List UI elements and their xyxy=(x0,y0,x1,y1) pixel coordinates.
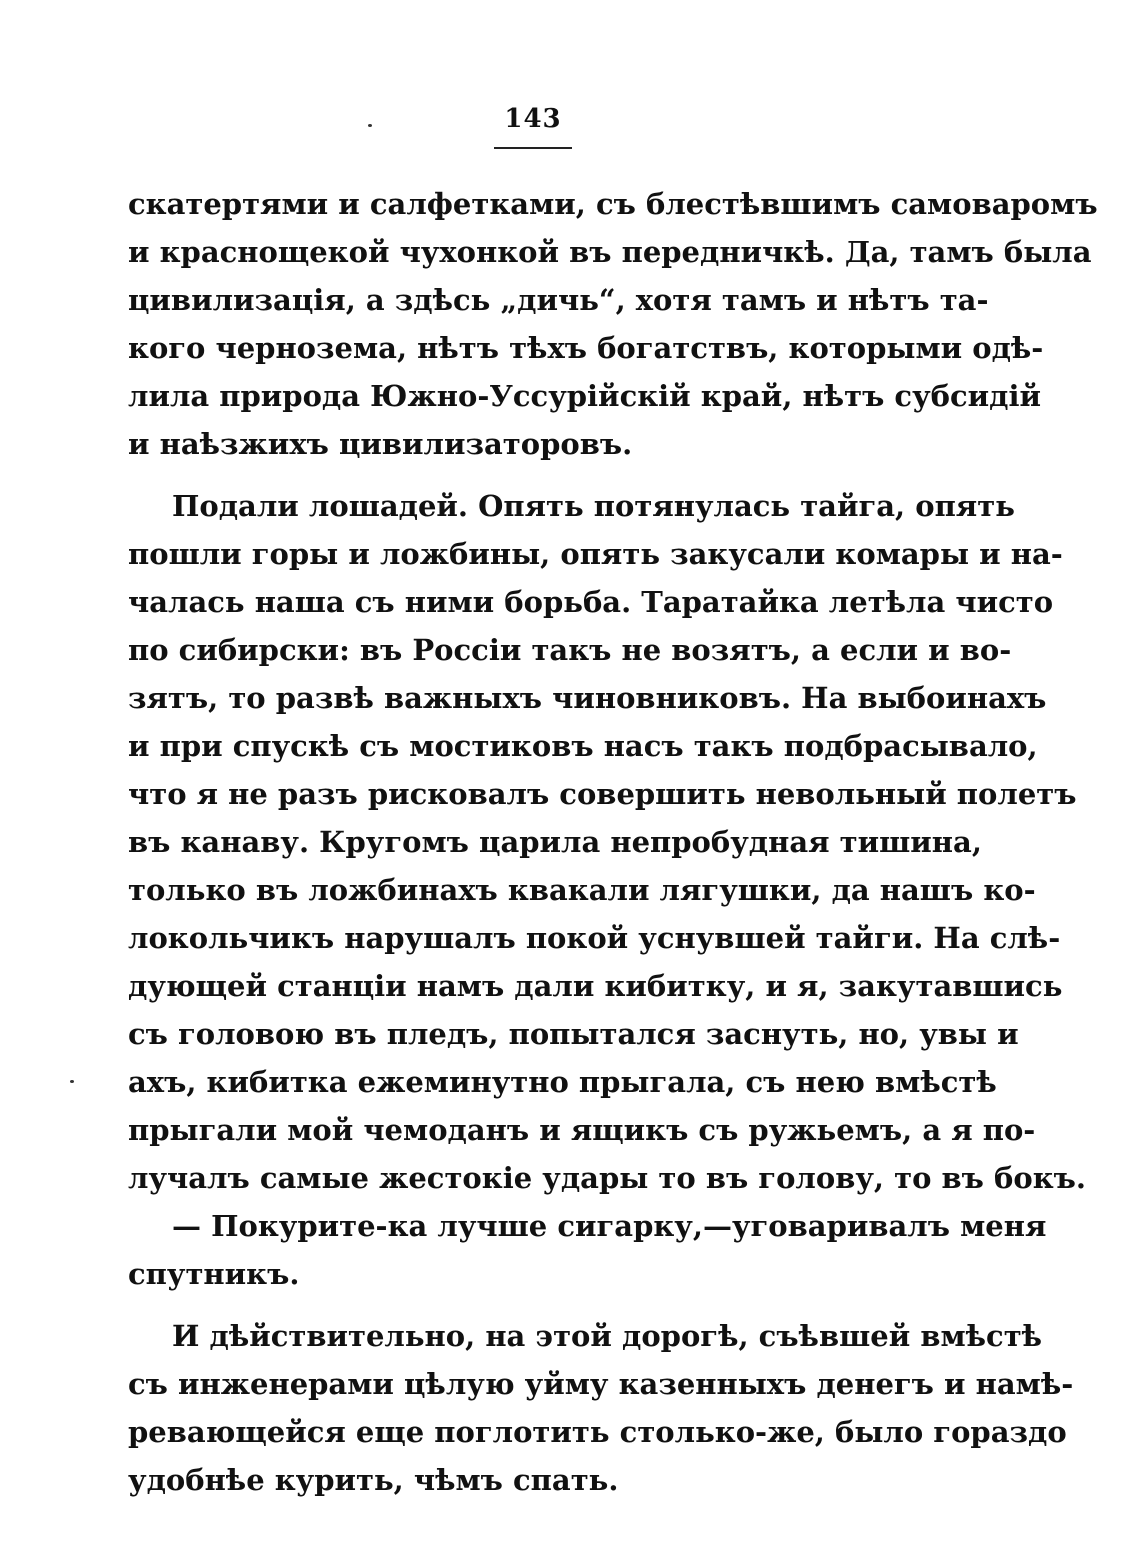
text-line: прыгали мой чемоданъ и ящикъ съ ружьемъ, а я по- xyxy=(128,1113,1036,1147)
scan-speck xyxy=(368,124,372,127)
text-line: пошли горы и ложбины, опять закусали комары и на- xyxy=(128,537,1063,571)
paragraph xyxy=(128,1202,1047,1298)
text-line: лила природа Южно-Уссурійскій край, нѣтъ субсидій xyxy=(128,379,1042,413)
text-line: лучалъ самые жестокіе удары то въ голову, то въ бокъ. xyxy=(128,1161,1086,1195)
text-line: дующей станціи намъ дали кибитку, и я, закутавшись xyxy=(128,969,1063,1003)
text-line: только въ ложбинахъ квакали лягушки, да нашъ ко- xyxy=(128,873,1036,907)
text-line: зятъ, то развѣ важныхъ чиновниковъ. На выбоинахъ xyxy=(128,681,1047,715)
text-line: чалась наша съ ними борьба. Таратайка летѣла чисто xyxy=(128,585,1054,619)
paragraph xyxy=(128,180,1098,468)
text-line: локольчикъ нарушалъ покой уснувшей тайги. На слѣ- xyxy=(128,921,1061,955)
text-line: И дѣйствительно, на этой дорогѣ, съѣвшей вмѣстѣ xyxy=(172,1319,1043,1353)
text-line: по сибирски: въ Россіи такъ не возятъ, а если и во- xyxy=(128,633,1012,667)
text-line: спутникъ. xyxy=(128,1257,300,1291)
text-line: въ канаву. Кругомъ царила непробудная тишина, xyxy=(128,825,982,859)
paragraph-gap xyxy=(128,1298,936,1312)
text-line: и при спускѣ съ мостиковъ насъ такъ подбрасывало, xyxy=(128,729,1038,763)
text-line: съ инженерами цѣлую уйму казенныхъ денегъ и намѣ- xyxy=(128,1367,1074,1401)
text-line: что я не разъ рисковалъ совершить невольный полетъ xyxy=(128,777,1077,811)
text-line: скатертями и салфетками, съ блестѣвшимъ самоваромъ xyxy=(128,187,1098,221)
text-line: и краснощекой чухонкой въ передничкѣ. Да, тамъ была xyxy=(128,235,1092,269)
header-rule xyxy=(494,147,572,149)
page-number: 143 xyxy=(504,104,562,134)
text-line: Подали лошадей. Опять потянулась тайга, опять xyxy=(172,489,1015,523)
text-line: ахъ, кибитка ежеминутно прыгала, съ нею вмѣстѣ xyxy=(128,1065,997,1099)
text-line: съ головою въ пледъ, попытался заснуть, но, увы и xyxy=(128,1017,1019,1051)
text-line: кого чернозема, нѣтъ тѣхъ богатствъ, которыми одѣ- xyxy=(128,331,1044,365)
scan-speck xyxy=(70,1080,74,1083)
text-line: — Покурите-ка лучше сигарку,—уговаривалъ меня xyxy=(172,1209,1047,1243)
text-line: и наѣзжихъ цивилизаторовъ. xyxy=(128,427,633,461)
paragraph xyxy=(128,482,1086,1202)
text-line: цивилизація, а здѣсь „дичь“, хотя тамъ и нѣтъ та- xyxy=(128,283,989,317)
paragraph-gap xyxy=(128,468,936,482)
body-text xyxy=(128,180,1098,1504)
text-line: ревающейся еще поглотить столько-же, было гораздо xyxy=(128,1415,1067,1449)
text-line: удобнѣе курить, чѣмъ спать. xyxy=(128,1463,619,1497)
paragraph xyxy=(128,1312,1074,1504)
